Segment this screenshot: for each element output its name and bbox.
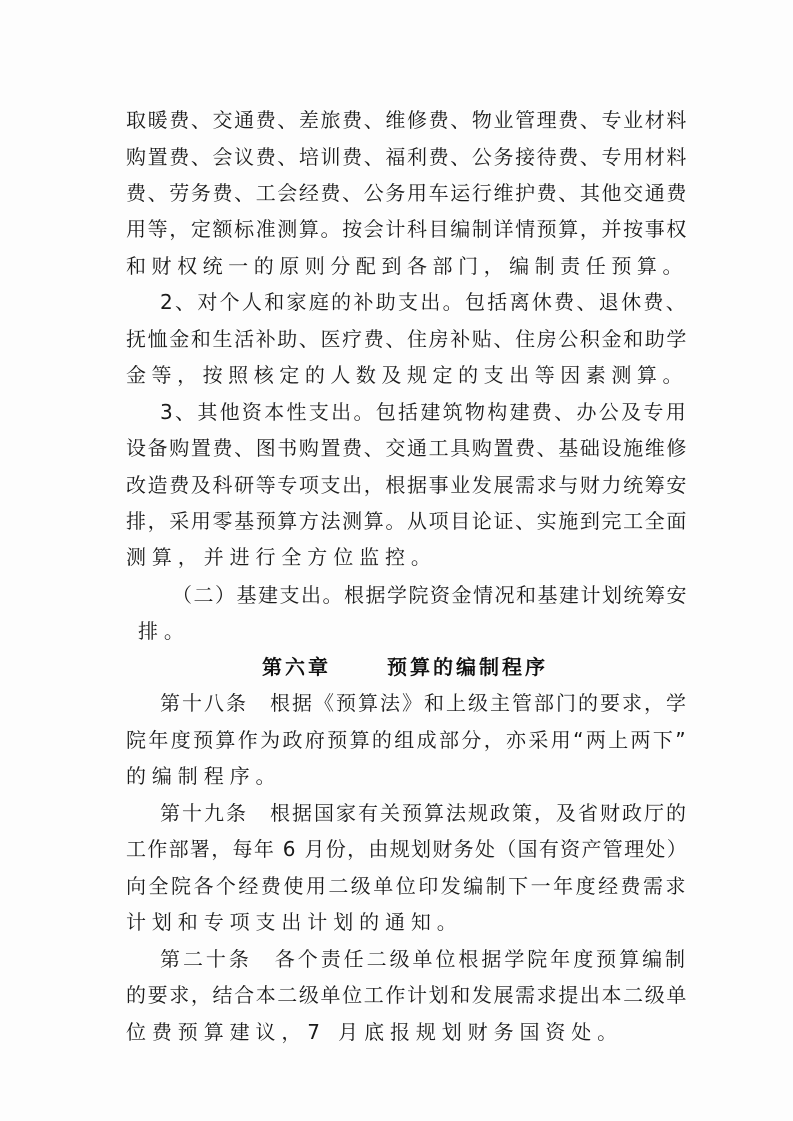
paragraph-line: 排，采用零基预算方法测算。从项目论证、实施到完工全面 — [126, 509, 688, 533]
paragraph-line: 2、对个人和家庭的补助支出。包括离休费、退休费、 — [160, 290, 688, 314]
article-20-line: 的要求，结合本二级单位工作计划和发展需求提出本二级单 — [126, 983, 688, 1007]
paragraph-line: 费、劳务费、工会经费、公务用车运行维护费、其他交通费 — [126, 181, 688, 205]
article-20-line: 第二十条 各个责任二级单位根据学院年度预算编制 — [160, 947, 688, 971]
paragraph-line: 排。 — [138, 619, 190, 643]
chapter-heading — [0, 650, 793, 684]
article-19-line: 工作部署，每年 6 月份，由规划财务处（国有资产管理处） — [126, 837, 688, 861]
article-19-line: 计划和专项支出计划的通知。 — [126, 910, 463, 934]
article-18-line: 的编制程序。 — [126, 764, 282, 788]
chapter-number: 第六章 — [262, 655, 331, 679]
article-19-line: 第十九条 根据国家有关预算法规政策，及省财政厅的 — [160, 801, 688, 825]
paragraph-line: （二）基建支出。根据学院资金情况和基建计划统筹安 — [172, 583, 688, 607]
paragraph-line: 设备购置费、图书购置费、交通工具购置费、基础设施维修 — [126, 436, 688, 460]
paragraph-line: 3、其他资本性支出。包括建筑物构建费、办公及专用 — [160, 400, 688, 424]
paragraph-line: 抚恤金和生活补助、医疗费、住房补贴、住房公积金和助学 — [126, 327, 688, 351]
article-18-line: 院年度预算作为政府预算的组成部分，亦采用“两上两下” — [126, 728, 688, 752]
paragraph-line: 测算，并进行全方位监控。 — [126, 545, 437, 569]
article-19-line: 向全院各个经费使用二级单位印发编制下一年度经费需求 — [126, 874, 688, 898]
paragraph-line: 用等，定额标准测算。按会计科目编制详情预算，并按事权 — [126, 217, 688, 241]
paragraph-line: 购置费、会议费、培训费、福利费、公务接待费、专用材料 — [126, 145, 688, 169]
paragraph-line: 取暖费、交通费、差旅费、维修费、物业管理费、专业材料 — [126, 108, 688, 132]
article-18-line: 第十八条 根据《预算法》和上级主管部门的要求，学 — [160, 691, 688, 715]
paragraph-line: 和财权统一的原则分配到各部门，编制责任预算。 — [126, 254, 688, 278]
article-20-line: 位费预算建议，7 月底报规划财务国资处。 — [126, 1020, 624, 1044]
paragraph-line: 改造费及科研等专项支出，根据事业发展需求与财力统筹安 — [126, 473, 688, 497]
paragraph-line: 金等，按照核定的人数及规定的支出等因素测算。 — [126, 363, 688, 387]
chapter-title: 预算的编制程序 — [387, 655, 548, 679]
